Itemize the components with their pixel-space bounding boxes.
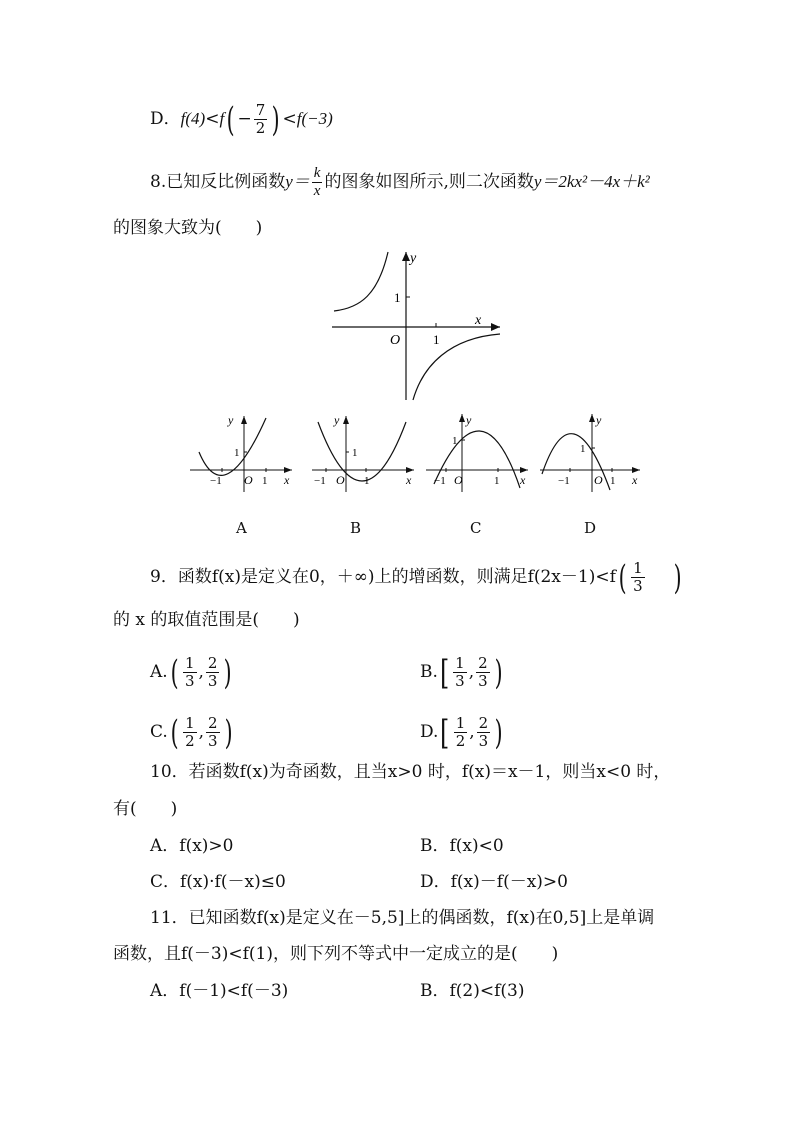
- x-tick-label: 1: [364, 475, 370, 487]
- q8-choice-a-graph: [188, 412, 298, 494]
- x-tick-label: 1: [433, 332, 440, 347]
- y-label: y: [410, 251, 417, 266]
- y-label: y: [228, 413, 234, 427]
- x-tick-label: 1: [262, 475, 268, 487]
- q10-option-c: C．f(x)·f(－x)≤0: [150, 872, 286, 892]
- q9-fraction: $\frac{1}{3}$: [633, 559, 643, 595]
- q11-option-a: A．f(－1)<f(－3): [150, 981, 289, 1001]
- y-tick-label: 1: [234, 447, 240, 459]
- q9-option-c: C.( $\frac{1}{2}$ , $\frac{2}{3}$ ): [150, 712, 233, 753]
- q8-choice-c-graph: [424, 412, 534, 494]
- y-axis-arrow: [241, 416, 247, 424]
- q11-stem: 11．已知函数f(x)是定义在－5,5]上的偶函数，f(x)在0,5]上是单调: [150, 908, 655, 928]
- origin-label: O: [244, 473, 253, 487]
- q11-line2: 函数，且f(－3)<f(1)，则下列不等式中一定成立的是( ): [113, 944, 559, 964]
- q8-choice-b-graph: [310, 412, 420, 494]
- frac: $\frac{2}{3}$: [478, 654, 488, 690]
- x-label: x: [475, 313, 482, 328]
- x-tick-label: 1: [610, 475, 616, 487]
- origin-label: O: [390, 333, 401, 348]
- origin-label: O: [336, 473, 345, 487]
- q9-stem: 9．函数f(x)是定义在0，＋∞)上的增函数，则满足f(2x－1)<f( $\frac{1}{3}$ ): [150, 557, 682, 598]
- q8-main-graph: [330, 250, 505, 402]
- q9-option-a: A.( $\frac{1}{3}$ , $\frac{2}{3}$ ): [150, 652, 233, 693]
- q9-line2: 的 x 的取值范围是( ): [113, 610, 300, 630]
- x-axis-arrow: [491, 323, 500, 331]
- y-axis-arrow: [589, 414, 595, 422]
- x-label: x: [284, 473, 290, 487]
- x-label: x: [406, 473, 412, 487]
- hyperbola-branch-q4: [413, 334, 500, 400]
- y-axis-arrow: [459, 414, 465, 422]
- y-tick-label: 1: [352, 447, 358, 459]
- y-tick-label: 1: [452, 435, 458, 447]
- frac: $\frac{1}{3}$: [184, 654, 195, 690]
- x-tick-label-neg: −1: [210, 475, 222, 487]
- frac: $\frac{1}{2}$: [455, 714, 466, 750]
- y-label: y: [334, 413, 340, 427]
- y-tick-label: 1: [580, 443, 586, 455]
- x-label: x: [520, 473, 526, 487]
- q8-choice-c-letter: C: [470, 519, 482, 537]
- x-tick-label-neg: −1: [314, 475, 326, 487]
- q10-line2: 有( ): [113, 799, 178, 819]
- q9-option-d: D.[ $\frac{1}{2}$ , $\frac{2}{3}$ ): [420, 712, 503, 753]
- q8-stem: 8.已知反比例函数y＝ $\frac{k}{x}$ 的图象如图所示,则二次函数y＝2kx²－4x＋k²: [150, 165, 650, 199]
- parabola-c: [434, 431, 520, 488]
- y-label: y: [466, 413, 472, 427]
- q8-choice-a-letter: A: [236, 519, 247, 537]
- y-label: y: [596, 413, 602, 427]
- parabola-b: [318, 422, 406, 481]
- x-label: x: [632, 473, 638, 487]
- frac: $\frac{2}{3}$: [207, 654, 218, 690]
- hyperbola-branch-q2: [334, 252, 388, 311]
- q10-option-a: A．f(x)>0: [150, 836, 234, 856]
- q9-option-b: B.[ $\frac{1}{3}$ , $\frac{2}{3}$ ): [420, 652, 503, 693]
- q10-option-b: B．f(x)<0: [420, 836, 504, 856]
- frac: $\frac{1}{3}$: [455, 654, 465, 690]
- y-axis-arrow: [343, 416, 349, 424]
- q11-option-b: B．f(2)<f(3): [420, 981, 525, 1001]
- q8-k-over-x: $\frac{k}{x}$: [313, 165, 321, 199]
- x-tick-label: 1: [494, 475, 500, 487]
- origin-label: O: [454, 473, 463, 487]
- q8-choice-b-letter: B: [350, 519, 362, 537]
- frac: $\frac{1}{2}$: [185, 714, 195, 750]
- q7-option-d: D．f(4)<f( − $\frac{7}{2}$ ) <f(−3): [150, 99, 333, 140]
- y-tick-label: 1: [394, 290, 401, 305]
- q7-fraction: $\frac{7}{2}$: [255, 101, 266, 137]
- origin-label: O: [594, 473, 603, 487]
- frac: $\frac{2}{3}$: [208, 714, 218, 750]
- x-tick-label-neg: −1: [434, 475, 446, 487]
- frac: $\frac{2}{3}$: [478, 714, 489, 750]
- q8-choice-d-letter: D: [584, 519, 597, 537]
- q8-line2: 的图象大致为( ): [113, 218, 263, 238]
- q8-choice-d-graph: [538, 412, 646, 494]
- x-tick-label-neg: −1: [558, 475, 570, 487]
- y-axis-arrow: [402, 252, 410, 261]
- q10-option-d: D．f(x)－f(－x)>0: [420, 872, 568, 892]
- q10-stem: 10．若函数f(x)为奇函数，且当x>0 时，f(x)＝x－1，则当x<0 时，: [150, 762, 671, 782]
